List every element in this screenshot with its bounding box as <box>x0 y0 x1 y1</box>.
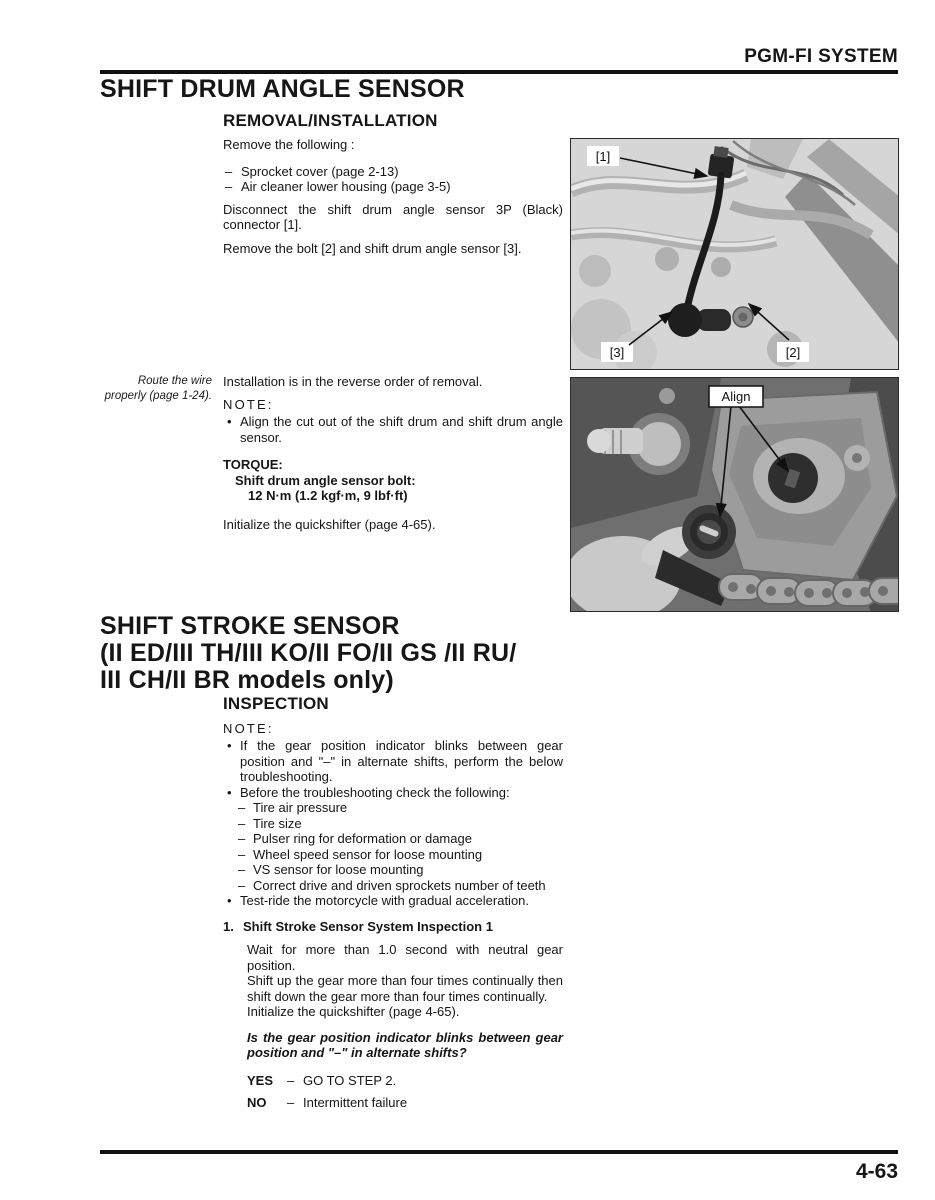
dash-marker: – <box>287 1072 295 1088</box>
paragraph: Remove the bolt [2] and shift drum angle sensor [3]. <box>223 240 522 256</box>
torque-label: TORQUE: <box>223 457 283 472</box>
list-item: – Sprocket cover (page 2-13) <box>225 163 399 179</box>
dash-marker: – <box>238 800 246 815</box>
figure-align-photo <box>570 377 899 612</box>
bullet-marker: • <box>227 784 232 800</box>
torque-spec <box>223 457 563 504</box>
step-number: 1. <box>223 918 234 934</box>
dash-marker: – <box>238 877 246 893</box>
subsection-removal-installation: REMOVAL/INSTALLATION <box>223 111 438 130</box>
dash-marker: – <box>287 1095 295 1110</box>
no-result: Intermittent failure <box>303 1095 408 1110</box>
footer-rule <box>100 1150 898 1154</box>
check-list <box>223 800 563 893</box>
check-item: – Pulser ring for deformation or damage <box>238 831 472 846</box>
callout-3-label: [3] <box>609 345 625 360</box>
check-item: – Correct drive and driven sprockets number of teeth <box>238 877 546 893</box>
bullet-marker: • <box>227 893 232 908</box>
remove-list <box>223 164 563 195</box>
inspection-block <box>223 696 563 1118</box>
figure-shift-drum-sensor-location <box>570 138 899 370</box>
note-item: • Align the cut out of the shift drum and shift drum angle sensor. <box>223 414 563 445</box>
dash-marker: – <box>238 815 246 831</box>
note-bullet: • If the gear position indicator blinks between gear position and "–" in alternate shifts, perform the below troubleshooting. <box>223 738 563 785</box>
callout-1-label: [1] <box>595 149 611 164</box>
bullet-marker: • <box>227 738 232 753</box>
subsection-inspection: INSPECTION <box>223 694 329 713</box>
yes-result-row <box>247 1073 563 1089</box>
page-number: 4-63 <box>855 1160 898 1183</box>
paragraph: Initialize the quickshifter (page 4-65). <box>223 516 436 532</box>
check-item: – Wheel speed sensor for loose mounting <box>238 846 483 862</box>
dash-marker: – <box>225 179 233 194</box>
align-photo-illustration <box>571 378 899 612</box>
paragraph: Shift up the gear more than four times continually then shift down the gear more than four times continually. <box>247 973 563 1004</box>
callout-2-label: [2] <box>785 345 801 360</box>
list-item: – Air cleaner lower housing (page 3-5) <box>225 179 451 194</box>
dash-marker: – <box>238 831 246 846</box>
note-bullet: • Test-ride the motorcycle with gradual acceleration. <box>223 893 563 909</box>
yes-label: YES <box>247 1072 274 1088</box>
yes-result: GO TO STEP 2. <box>303 1072 397 1088</box>
section-title-shift-drum: SHIFT DRUM ANGLE SENSOR <box>100 75 465 103</box>
step-question: Is the gear position indicator blinks between gear position and "–" in alternate shifts? <box>247 1029 563 1060</box>
dash-marker: – <box>225 163 233 179</box>
paragraph: Initialize the quickshifter (page 4-65). <box>247 1004 460 1019</box>
engine-illustration <box>571 139 899 370</box>
note-label: NOTE: <box>223 720 274 736</box>
dash-marker: – <box>238 846 246 862</box>
running-header: PGM-FI SYSTEM <box>744 46 898 67</box>
dash-marker: – <box>238 862 246 877</box>
removal-text-block <box>223 137 563 263</box>
margin-note: Route the wire properly (page 1-24). <box>104 375 212 402</box>
header-rule <box>100 70 898 74</box>
check-item: – Tire size <box>238 815 302 831</box>
no-result-row <box>247 1095 563 1111</box>
step-1-body <box>223 942 563 1111</box>
title-line: III CH/II BR models only) <box>100 666 394 694</box>
torque-item: Shift drum angle sensor bolt: <box>235 472 416 488</box>
title-line: (II ED/III TH/III KO/II FO/II GS /II RU/ <box>100 639 517 667</box>
check-item: – Tire air pressure <box>238 800 348 815</box>
check-item: – VS sensor for loose mounting <box>238 862 424 877</box>
paragraph: Remove the following : <box>223 137 355 152</box>
note-label: NOTE: <box>223 396 274 412</box>
paragraph: Disconnect the shift drum angle sensor 3P (Black) connector [1]. <box>223 201 563 232</box>
bullet-marker: • <box>227 414 232 429</box>
no-label: NO <box>247 1095 267 1110</box>
align-label: Align <box>721 389 751 404</box>
installation-text-block <box>223 374 563 539</box>
note-bullet: • Before the troubleshooting check the following: <box>223 785 563 801</box>
section-title-shift-stroke <box>100 613 516 694</box>
torque-value: 12 N·m (1.2 kgf·m, 9 lbf·ft) <box>248 488 408 503</box>
step-1-heading: 1. Shift Stroke Sensor System Inspection 1 <box>223 918 493 934</box>
title-line: SHIFT STROKE SENSOR <box>100 612 400 640</box>
paragraph: Wait for more than 1.0 second with neutral gear position. <box>247 942 563 973</box>
paragraph: Installation is in the reverse order of removal. <box>223 374 483 389</box>
